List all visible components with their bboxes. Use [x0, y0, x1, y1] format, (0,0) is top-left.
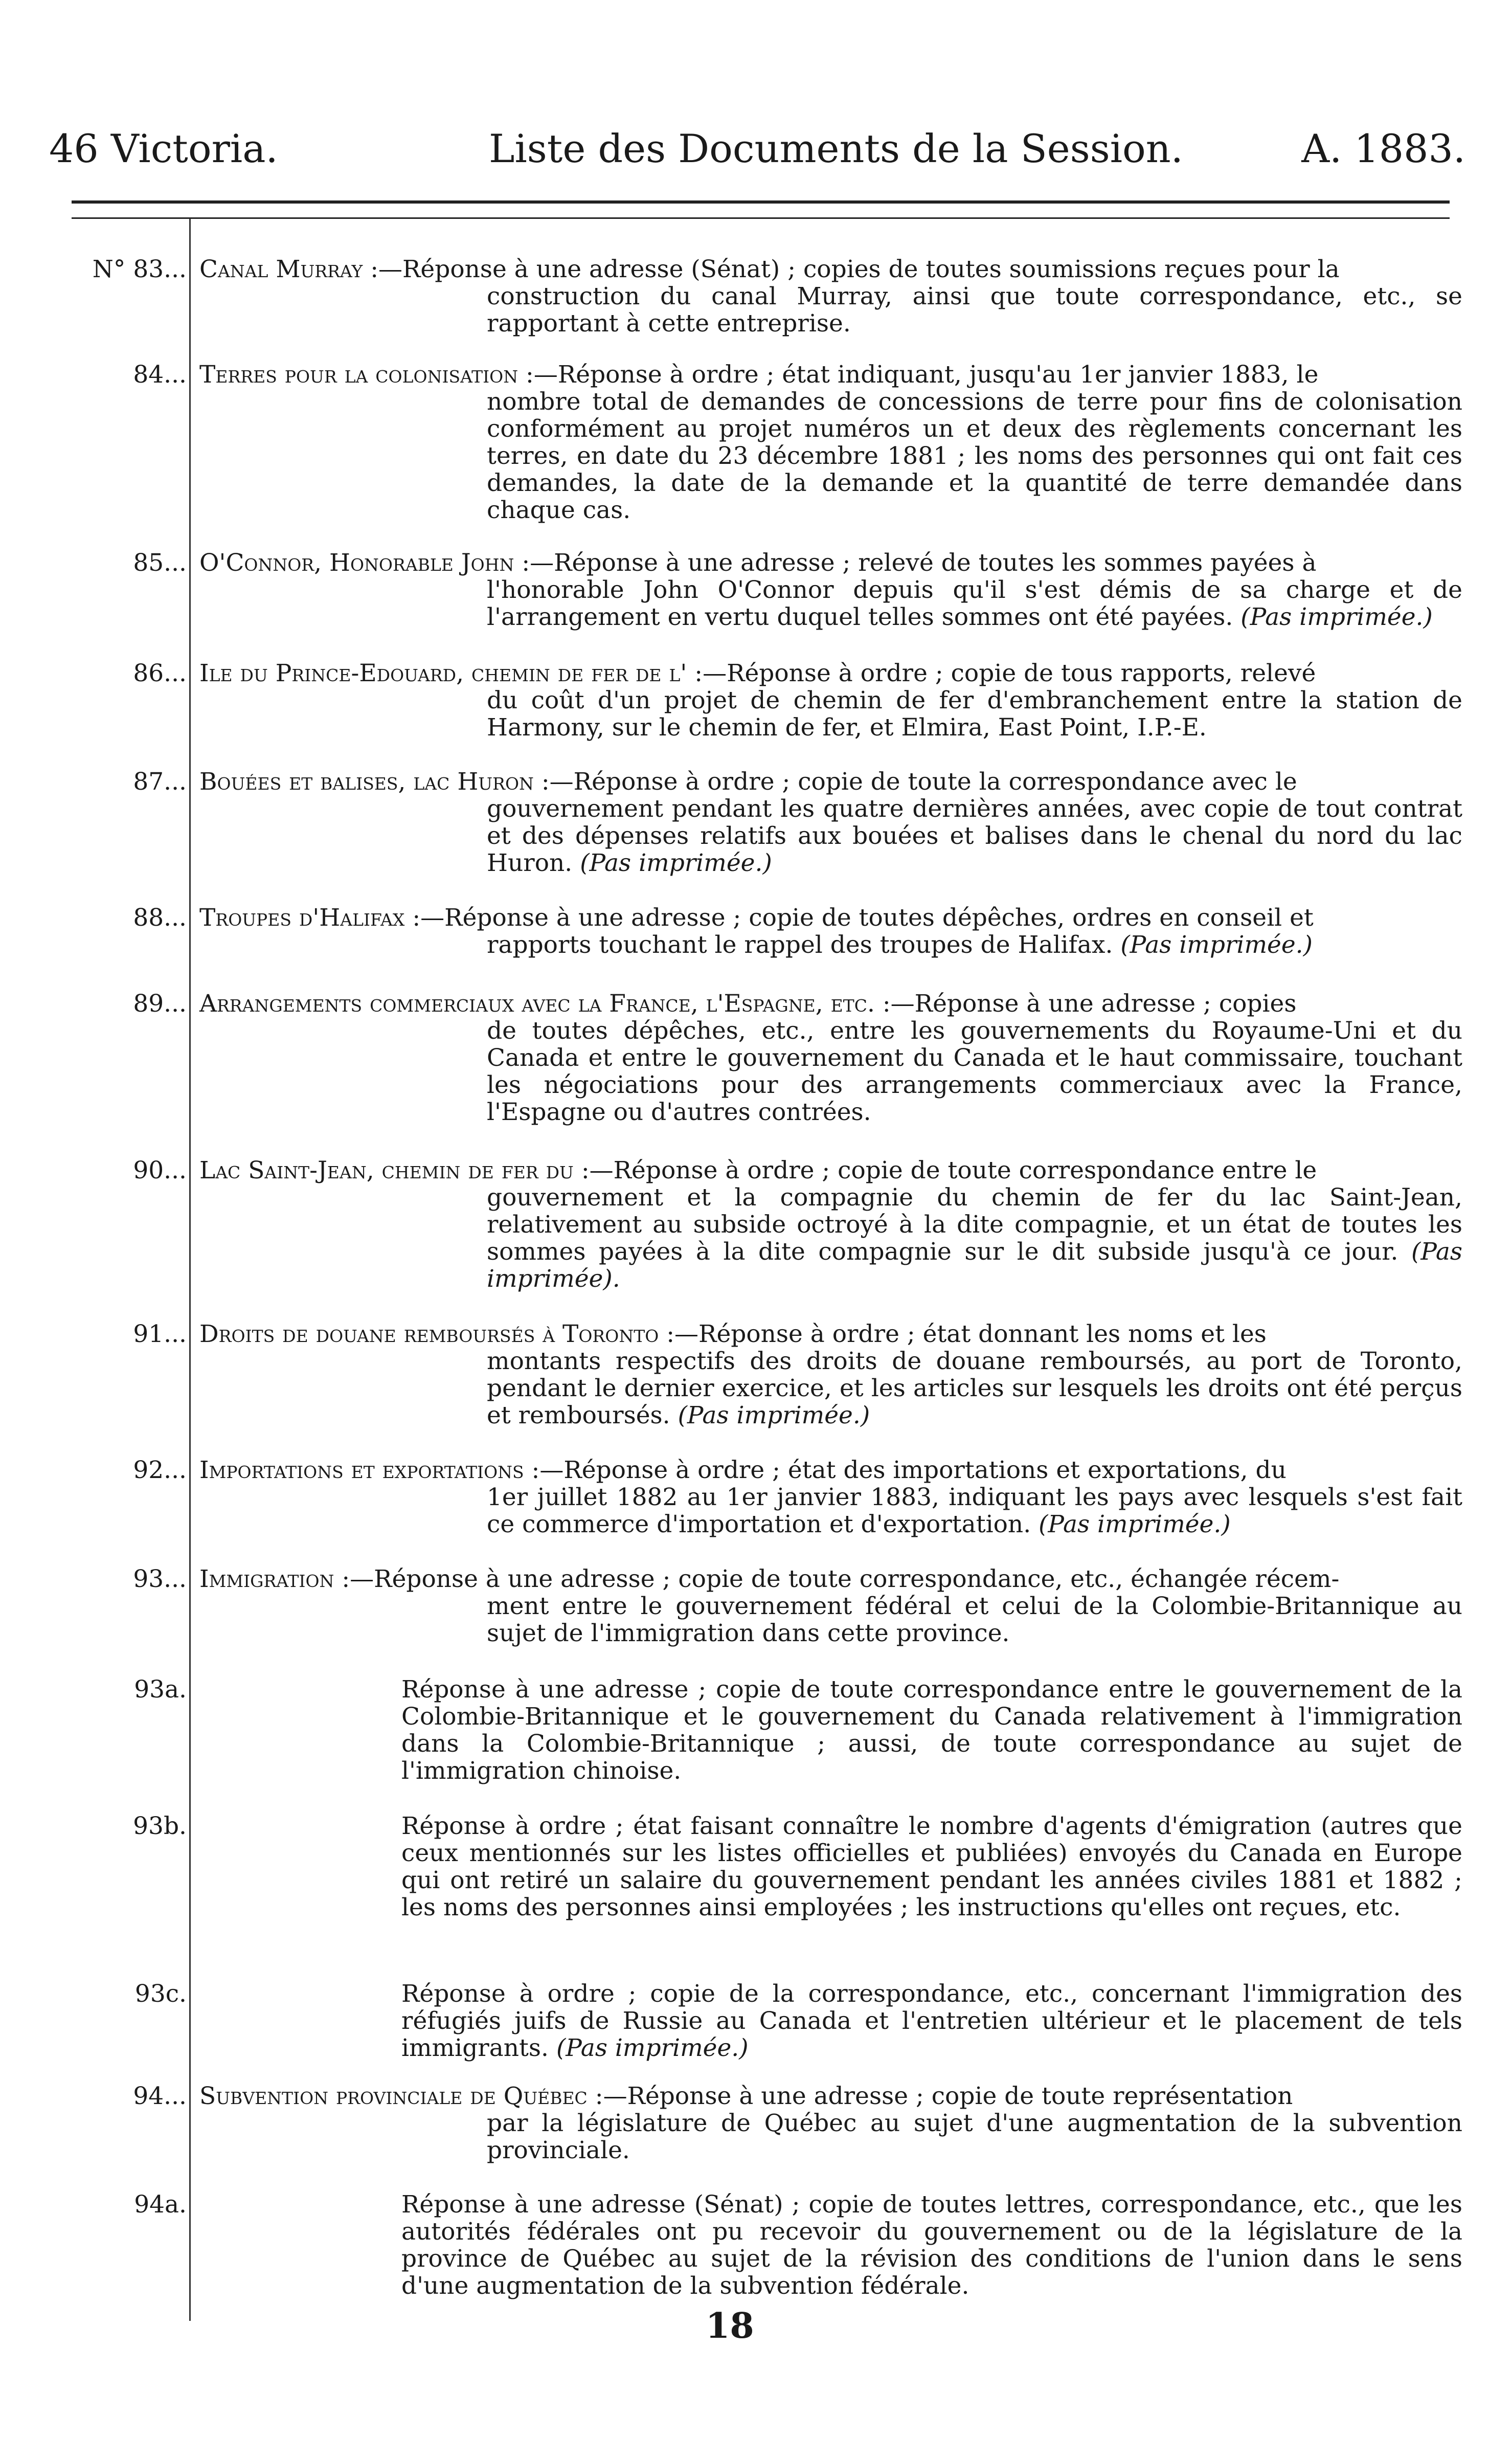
entry-title: Bouées et balises, lac Huron	[199, 768, 534, 796]
document-number: 93c.	[134, 1980, 187, 2008]
entry-title: Arrangements commerciaux avec la France, l'Espagne, etc.	[199, 990, 875, 1018]
entry-title: O'Connor, Honorable John	[199, 549, 514, 577]
header-rule-thin	[72, 217, 1450, 219]
entry-text	[199, 256, 1462, 337]
entry-body: Réponse à une adresse (Sénat) ; copie de toutes lettres, correspondance, etc., que les autorités fédérales ont pu recevoir du gouvernement ou de la législature de la province de Québec au sujet de la révision des conditions de l'union dans le sens d'une augmentation de la subvention fédérale.	[401, 2190, 1462, 2300]
entry-text	[199, 1321, 1462, 1429]
entry-body: rapports touchant le rappel des troupes de Halifax.	[487, 931, 1113, 959]
entry-body: Réponse à ordre ; état faisant connaître le nombre d'agents d'émigration (autres que ceux mentionnés sur les listes officielles et publiées) envoyés du Canada en Europe qui ont retiré un salaire du gouvernement pendant les années civiles 1881 et 1882 ; les noms des personnes ainsi employées ; les instructions qu'elles ont reçues, etc.	[401, 1812, 1462, 1921]
entry-line: :—Réponse à une adresse (Sénat) ; copies de toutes soumissions reçues pour la	[363, 255, 1340, 283]
entry-text	[199, 2083, 1462, 2164]
entry-text	[199, 1457, 1462, 1538]
entry-line: :—Réponse à ordre ; état indiquant, jusqu'au 1er janvier 1883, le	[518, 361, 1319, 389]
document-number: 94a.	[134, 2190, 187, 2219]
entry-line: :—Réponse à une adresse ; copie de toute représentation	[587, 2082, 1293, 2110]
page-number: 18	[706, 2306, 754, 2346]
not-printed-note: (Pas imprimée.)	[1240, 603, 1433, 631]
entry-line: :—Réponse à ordre ; état donnant les noms et les	[659, 1320, 1267, 1348]
document-number: 92...	[133, 1456, 187, 1484]
entry-line: :—Réponse à une adresse ; copies	[874, 990, 1297, 1018]
document-number: 86...	[133, 659, 187, 687]
entry-line: :—Réponse à ordre ; copie de toute la correspondance avec le	[533, 768, 1297, 796]
document-number: 85...	[133, 549, 187, 577]
document-number: 87...	[133, 768, 187, 796]
entry-line: :—Réponse à ordre ; copie de tous rapports, relevé	[687, 659, 1316, 687]
header-left: 46 Victoria.	[49, 126, 278, 171]
entry-body: construction du canal Murray, ainsi que toute correspondance, etc., se rapportant à cette entreprise.	[487, 282, 1462, 338]
entry-title: Subvention provinciale de Québec	[199, 2082, 588, 2110]
entry-title: Canal Murray	[199, 255, 363, 283]
entry-line: :—Réponse à une adresse ; relevé de toutes les sommes payées à	[514, 549, 1317, 577]
entry-title: Lac Saint-Jean, chemin de fer du	[199, 1156, 574, 1184]
document-number: 90...	[133, 1156, 187, 1184]
entry-line: :—Réponse à une adresse ; copie de toute correspondance, etc., échangée récem-	[334, 1565, 1340, 1593]
entry-body: par la législature de Québec au sujet d'une augmentation de la subvention provinciale.	[487, 2109, 1462, 2164]
entry-text	[199, 361, 1462, 524]
document-number: 84...	[133, 361, 187, 389]
document-number: 93b.	[133, 1812, 187, 1840]
document-number: N° 83...	[92, 255, 187, 283]
not-printed-note: (Pas imprimée).	[487, 1238, 1462, 1293]
running-header	[49, 126, 1465, 172]
not-printed-note: (Pas imprimée.)	[1120, 931, 1313, 959]
entry-body: gouvernement pendant les quatre dernières années, avec copie de tout contrat et des dépenses relatifs aux bouées et balises dans le chenal du nord du lac Huron.	[487, 795, 1462, 877]
entry-body: 1er juillet 1882 au 1er janvier 1883, indiquant les pays avec lesquels s'est fait ce commerce d'importation et d'exportation.	[487, 1483, 1462, 1538]
header-title: Liste des Documents de la Session.	[489, 126, 1183, 171]
entry-text	[199, 990, 1462, 1126]
entry-text	[199, 904, 1462, 958]
entry-title: Troupes d'Halifax	[199, 904, 405, 932]
entry-line: :—Réponse à une adresse ; copie de toutes dépêches, ordres en conseil et	[404, 904, 1314, 932]
not-printed-note: (Pas imprimée.)	[580, 849, 772, 877]
entry-text	[401, 1980, 1462, 2062]
not-printed-note: (Pas imprimée.)	[1039, 1510, 1231, 1538]
entry-body: ment entre le gouvernement fédéral et celui de la Colombie-Britannique au sujet de l'immigration dans cette province.	[487, 1592, 1462, 1647]
document-number: 88...	[133, 904, 187, 932]
document-number: 91...	[133, 1320, 187, 1348]
not-printed-note: (Pas imprimée.)	[556, 2034, 749, 2062]
document-number: 89...	[133, 990, 187, 1018]
entry-title: Immigration	[199, 1565, 334, 1593]
entry-body: nombre total de demandes de concessions de terre pour fins de colonisation conformément au projet numéros un et deux des règlements concernant les terres, en date du 23 décembre 1881 ; les noms des personnes qui ont fait ces demandes, la date de la demande et la quantité de terre demandée dans chaque cas.	[487, 388, 1462, 524]
entry-title: Ile du Prince-Edouard, chemin de fer de l'	[199, 659, 687, 687]
entry-body: du coût d'un projet de chemin de fer d'embranchement entre la station de Harmony, sur le chemin de fer, et Elmira, East Point, I.P.-E.	[487, 686, 1462, 742]
not-printed-note: (Pas imprimée.)	[678, 1401, 870, 1429]
entry-text	[199, 660, 1462, 741]
document-number: 93...	[133, 1565, 187, 1593]
header-year: A. 1883.	[1301, 126, 1465, 171]
entry-text	[199, 549, 1462, 631]
header-rule-thick	[72, 200, 1450, 204]
entry-body: gouvernement et la compagnie du chemin de fer du lac Saint-Jean, relativement au subside octroyé à la dite compagnie, et un état de toutes les sommes payées à la dite compagnie sur le dit subside jusqu'à ce jour.	[487, 1183, 1462, 1266]
entry-body: Réponse à ordre ; copie de la correspondance, etc., concernant l'immigration des réfugiés juifs de Russie au Canada et l'entretien ultérieur et le placement de tels immigrants.	[401, 1980, 1462, 2062]
entry-text	[199, 1565, 1462, 1647]
entry-body: montants respectifs des droits de douane remboursés, au port de Toronto, pendant le dernier exercice, et les articles sur lesquels les droits ont été perçus et remboursés.	[487, 1347, 1462, 1429]
entry-title: Importations et exportations	[199, 1456, 524, 1484]
entry-line: :—Réponse à ordre ; état des importations et exportations, du	[524, 1456, 1287, 1484]
document-number: 93a.	[134, 1675, 187, 1704]
entry-title: Droits de douane remboursés à Toronto	[199, 1320, 659, 1348]
entry-text	[199, 1157, 1462, 1292]
entry-body: l'honorable John O'Connor depuis qu'il s'est démis de sa charge et de l'arrangement en vertu duquel telles sommes ont été payées.	[487, 576, 1462, 631]
entry-line: :—Réponse à ordre ; copie de toute correspondance entre le	[573, 1156, 1317, 1184]
entry-body: Réponse à une adresse ; copie de toute correspondance entre le gouvernement de la Colombie-Britannique et le gouvernement du Canada relativement à l'immigration dans la Colombie-Britannique ; aussi, de toute correspondance au sujet de l'immigration chinoise.	[401, 1675, 1462, 1785]
entry-text	[199, 768, 1462, 877]
document-number: 94...	[133, 2082, 187, 2110]
entry-body: de toutes dépêches, etc., entre les gouvernements du Royaume-Uni et du Canada et entre le gouvernement du Canada et le haut commissaire, touchant les négociations pour des arrangements commerciaux avec la France, l'Espagne ou d'autres contrées.	[487, 1017, 1462, 1126]
entry-title: Terres pour la colonisation	[199, 361, 518, 389]
column-divider	[189, 219, 191, 2321]
